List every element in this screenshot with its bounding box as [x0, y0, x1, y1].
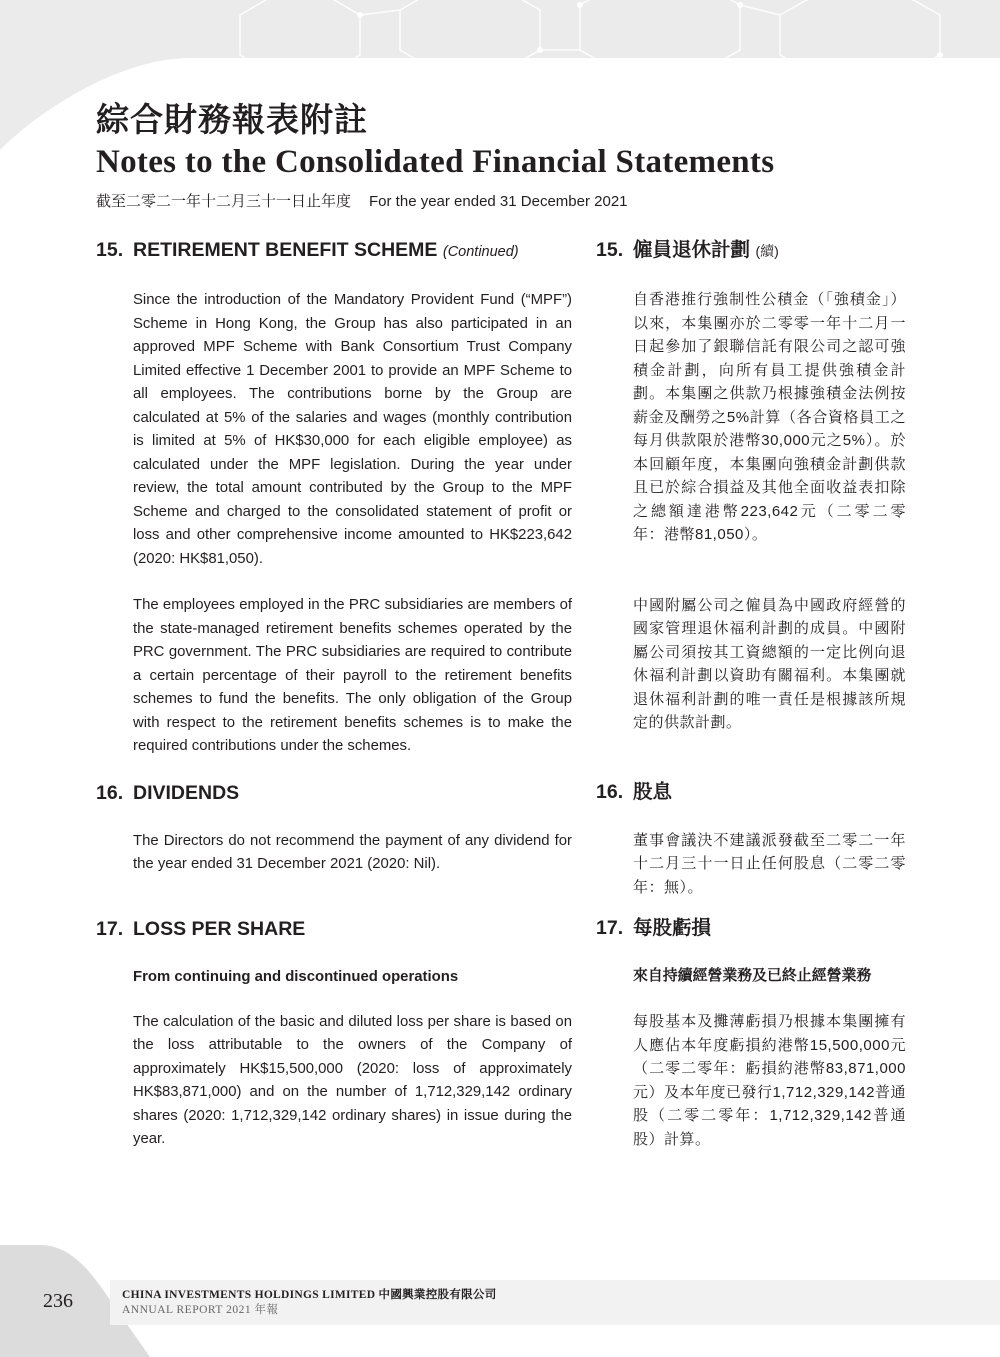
section-16-heading-en [96, 781, 572, 805]
page-number: 236 [43, 1290, 73, 1312]
section-title: 僱員退休計劃 [633, 239, 751, 261]
section-number: 15. [96, 239, 124, 261]
section-title: 每股虧損 [633, 917, 712, 939]
section-title: LOSS PER SHARE [133, 917, 306, 940]
section-number: 16. [596, 780, 624, 803]
continued-label: (續) [755, 243, 779, 259]
section-title: RETIREMENT BENEFIT SCHEME [133, 239, 438, 261]
subtitle-zh: 截至二零二一年十二月三十一日止年度 [96, 193, 352, 210]
section-number: 17. [596, 917, 624, 939]
section-15-paragraph-2-zh: 中國附屬公司之僱員為中國政府經營的國家管理退休福利計劃的成員。中國附屬公司須按其工資總額的一定比例向退休福利計劃以資助有關福利。本集團就退休福利計劃的唯一責任是根據該所規定的供款計劃。 [633, 596, 906, 731]
section-16-paragraph-en: The Directors do not recommend the payment of any dividend for the year ended 31 December 2021 (2020: Nil). [133, 832, 572, 872]
section-15-paragraph-1-zh: 自香港推行強制性公積金（「強積金」）以來，本集團亦於二零零一年十二月一日起參加了銀聯信託有限公司之認可強積金計劃，向所有員工提供強積金計劃。本集團之供款乃根據強積金法例按薪金及酬勞之5%計算（各合資格員工之每月供款限於港幣30,000元之5%）。於本回顧年度，本集團向強積金計劃供款且已於綜合損益及其他全面收益表扣除之總額達港幣223,642元（二零二零年：港幣81,050）。 [633, 291, 906, 543]
section-16-paragraph-zh: 董事會議決不建議派發截至二零二一年十二月三十一日止任何股息（二零二零年：無）。 [633, 831, 906, 896]
section-17-subheading-en: From continuing and discontinued operations [133, 968, 459, 985]
page-subtitle [96, 192, 774, 212]
page-title-zh: 綜合財務報表附註 [96, 100, 368, 139]
english-column [96, 238, 572, 1166]
continued-label: (Continued) [442, 244, 519, 260]
page-header [96, 100, 774, 212]
section-16-heading-zh [596, 780, 906, 804]
section-17-heading-zh [596, 916, 906, 940]
page-footer [0, 1285, 1000, 1325]
footer-company-name: CHINA INVESTMENTS HOLDINGS LIMITED 中國興業控股有限公司 [122, 1289, 497, 1301]
page-title-en: Notes to the Consolidated Financial Statements [96, 144, 775, 180]
section-title: 股息 [633, 780, 673, 803]
section-17-subheading-zh: 來自持續經營業務及已終止經營業務 [633, 968, 872, 984]
section-number: 16. [96, 781, 124, 804]
section-number: 15. [596, 239, 624, 261]
subtitle-en: For the year ended 31 December 2021 [369, 193, 628, 210]
section-title: DIVIDENDS [133, 781, 240, 804]
section-15-heading-zh [596, 238, 906, 263]
section-number: 17. [96, 917, 124, 940]
section-15-heading-en [96, 238, 572, 264]
footer-report-name: ANNUAL REPORT 2021 年報 [122, 1304, 279, 1316]
section-17-paragraph-en: The calculation of the basic and diluted loss per share is based on the loss attributable to the owners of the Company of approximately HK$15,500,000 (2020: loss of approximately HK$83,871,000) and on the number of 1,712,329,142 ordinary shares (2020: 1,712,329,142 ordinary shares) in issue during the year. [133, 1013, 572, 1147]
chinese-column [596, 238, 906, 1166]
section-15-paragraph-2-en: The employees employed in the PRC subsidiaries are members of the state-managed retirement benefits schemes operated by the PRC government. The PRC subsidiaries are required to contribute a certain percentage of their payroll to the retirement benefits schemes to fund the benefits. The only obligation of the Group with respect to the retirement benefits schemes is to make the required contributions under the schemes. [133, 597, 572, 754]
section-17-heading-en [96, 917, 572, 941]
section-15-paragraph-1-en: Since the introduction of the Mandatory Provident Fund (“MPF”) Scheme in Hong Kong, the Group has also participated in an approved MPF Scheme with Bank Consortium Trust Company Limited effective 1 December 2001 to provide an MPF Scheme to all employees. The contributions borne by the Group are calculated at 5% of the salaries and wages (monthly contribution is limited at 5% of HK$30,000 for each eligible employee) as calculated under the MPF legislation. During the year under review, the total amount contributed by the Group to the MPF Scheme and charged to the consolidated statement of profit or loss and other comprehensive income amounted to HK$223,642 (2020: HK$81,050). [133, 292, 572, 567]
section-17-paragraph-zh: 每股基本及攤薄虧損乃根據本集團擁有人應佔本年度虧損約港幣15,500,000元（二零二零年：虧損約港幣83,871,000元）及本年度已發行1,712,329,142普通股（二零二零年：1,712,329,142普通股）計算。 [633, 1013, 906, 1148]
